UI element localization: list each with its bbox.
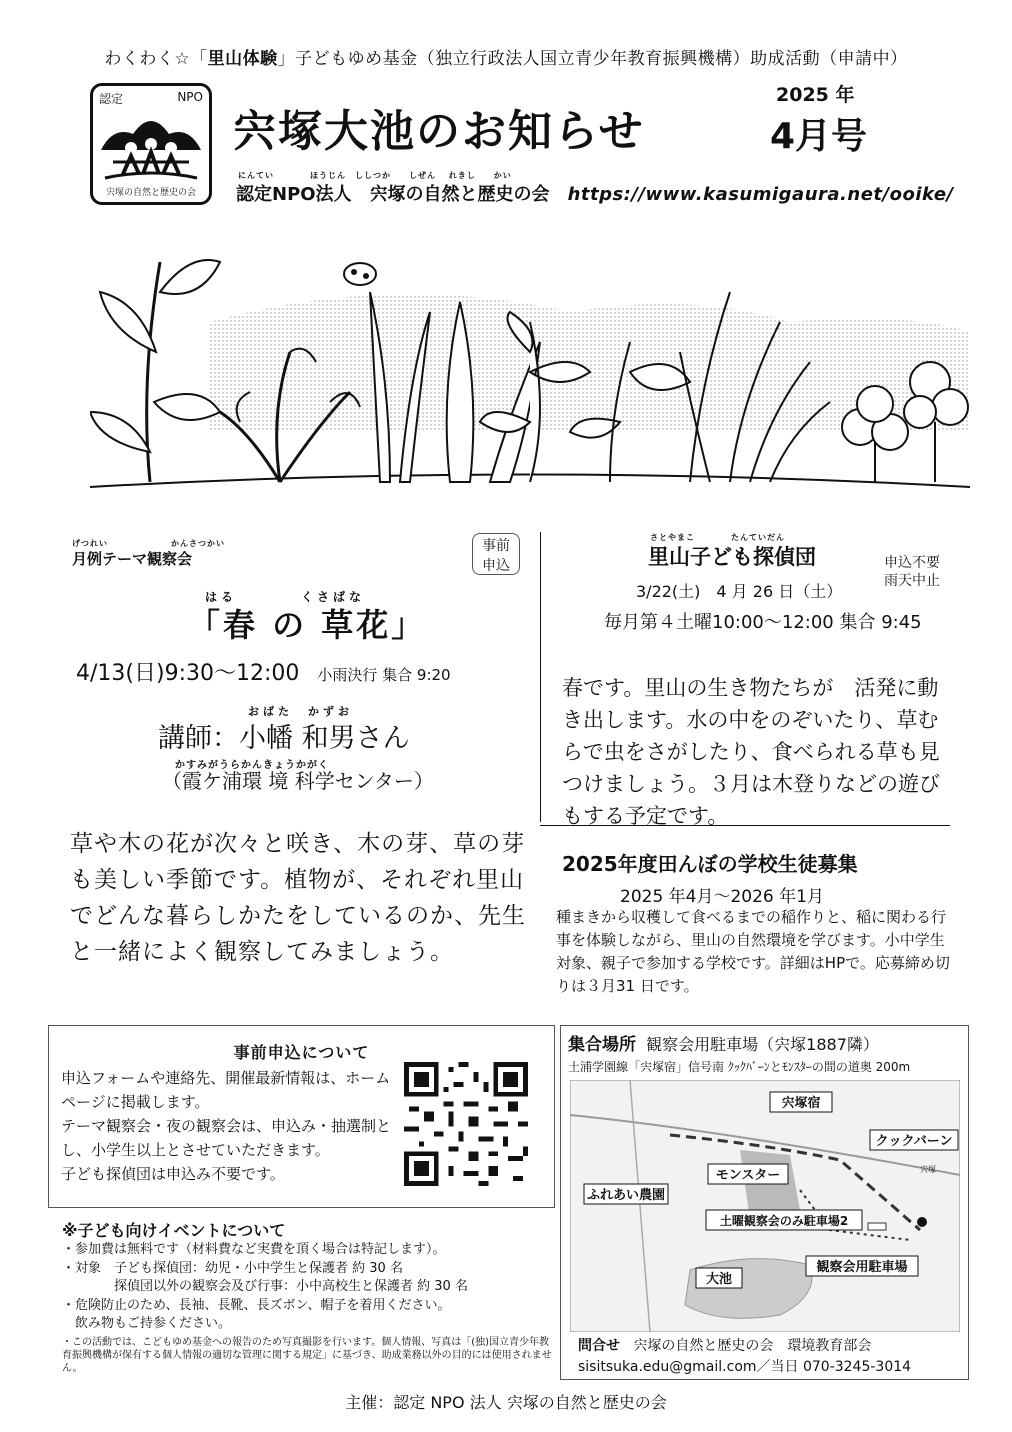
year: 2025 年: [776, 84, 855, 106]
subline-ruby: にんてい ほうじん ししつか しぜん れきし かい: [238, 171, 512, 180]
apply-line-2: テーマ観察会・夜の観察会は、申込み・抽選制とし、小学生以上とさせていただきます。: [61, 1117, 392, 1159]
no-apply: 申込不要: [884, 555, 940, 571]
spring-ruby: はる くさばな: [205, 590, 366, 604]
top-line: [0, 44, 1012, 69]
tantei-dates: 3/22(土) 4 月 26 日（土）: [636, 582, 843, 601]
meeting-place: 観察会用駐車場（宍塚1887隣）: [646, 1035, 879, 1054]
map-label-parking: 観察会用駐車場: [816, 1260, 908, 1275]
rice-body: 種まきから収穫して食べるまでの稲作りと、稲に関わる行事を体験しながら、里山の自然環境を学びます。小中学生対象、親子で参加する学校です。詳細はHPで。応募締め切りは３月31 日です。: [556, 908, 950, 995]
contact-org: 宍塚の自然と歴史の会 環境教育部会: [633, 1338, 872, 1354]
kids-list: [62, 1241, 542, 1334]
meeting-label: 集合場所: [568, 1035, 636, 1055]
theme-title: 「春 の 草花」: [188, 606, 427, 644]
logo-figures-icon: [93, 104, 209, 184]
kids-item-1: ・参加費は無料です（材料費など実費を頂く場合は特記します）。: [62, 1242, 446, 1257]
rice-heading: 2025年度田んぼの学校生徒募集: [562, 852, 858, 876]
kids-item-2: ・対象 子ども探偵団：幼児・小中学生と保護者 約 30 名: [62, 1260, 403, 1276]
org-name: 認定NPO法人 宍塚の自然と歴史の会: [236, 184, 550, 205]
map-label-parking2: 土曜観察会のみ駐車場2: [719, 1214, 849, 1228]
theme-date-text: 4/13(日)9:30〜12:00: [76, 661, 300, 686]
footer-organizer: 主催：認定 NPO 法人 宍塚の自然と歴史の会: [345, 1393, 667, 1412]
theme-date: [76, 656, 451, 687]
lecturer-ruby: おばた かずお: [248, 705, 353, 718]
website-link[interactable]: https://www.kasumigaura.net/ooike/: [567, 184, 954, 205]
rain-cancel: 雨天中止: [884, 573, 940, 589]
theme-heading: 月例テーマ観察会: [72, 550, 193, 568]
tantei-body: 春です。里山の生き物たちが 活発に動き出します。水の中をのぞいたり、草むらで虫をさがしたり、食べられる草も見つけましょう。３月は木登りなどの遊びもする予定です。: [562, 676, 940, 828]
apply-heading: 事前申込について: [233, 1043, 370, 1062]
logo-right-text: NPO: [177, 90, 203, 104]
apply-body: [61, 1066, 401, 1186]
apply-line-1: 申込フォームや連絡先、開催最新情報は、ホームページに掲載します。: [61, 1069, 391, 1111]
meeting-map[interactable]: [570, 1080, 960, 1332]
top-line-prefix: わくわく☆「: [104, 49, 208, 69]
lecturer: 講師：小幡 和男さん: [158, 723, 410, 754]
map-label-shishitsuka: 宍塚宿: [781, 1096, 821, 1111]
apply-line-3: 子ども探偵団は申込み不要です。: [61, 1165, 285, 1183]
kids-item-5: 飲み物もご持参ください。: [62, 1316, 232, 1331]
kids-note: ・この活動では、こどもゆめ基金への報告のため写真撮影を行います。個人情報、写真は「(独)国立青少年教育振興機構が保有する個人情報の適切な管理に関する規定」に基づき、助成業務以外の目的には使用されません。: [62, 1337, 552, 1374]
issue: 4月号: [770, 116, 868, 157]
badge-line-2: 申込: [482, 558, 510, 574]
rice-dates: 2025 年4月〜2026 年1月: [620, 887, 824, 907]
map-label-small: 宍塚: [920, 1165, 936, 1174]
qr-code-icon[interactable]: [404, 1062, 528, 1186]
tantei-heading: 里山子ども探偵団: [648, 545, 816, 569]
map-label-cookbarn: クックバーン: [875, 1134, 953, 1149]
map-label-ooike: 大池: [705, 1272, 733, 1287]
meeting-route: 土浦学園線「宍塚宿」信号南 ｸｯｸﾊﾞｰﾝとﾓﾝｽﾀｰの間の道奥 200m: [568, 1060, 911, 1074]
theme-body: 草や木の花が次々と咲き、木の芽、草の芽も美しい季節です。植物が、それぞれ里山でどんな暮らしかたをしているのか、先生と一緒によく観察してみましょう。: [70, 831, 526, 965]
theme-ruby: げつれい かんさつかい: [72, 539, 225, 548]
badge-line-1: 事前: [482, 538, 510, 554]
pre-registration-badge: [472, 533, 520, 575]
contact: [578, 1336, 911, 1378]
column-divider: [540, 532, 541, 822]
meeting-heading: [568, 1030, 879, 1055]
theme-date-note: 小雨決行 集合 9:20: [317, 666, 451, 684]
kids-item-4: ・危険防止のため、長袖、長靴、長ズボン、帽子を着用ください。: [62, 1297, 451, 1313]
contact-info[interactable]: sisitsuka.edu@gmail.com／当日 070-3245-3014: [578, 1359, 912, 1375]
lecturer-affiliation: （霞ケ浦環 境 科学センター）: [162, 769, 434, 793]
map-label-monster: モンスター: [715, 1168, 781, 1183]
subline: [236, 180, 954, 206]
tantei-ruby: さとやまこ たんていだん: [650, 533, 785, 542]
plants-illustration-icon: [90, 232, 970, 530]
tantei-monthly: 毎月第４土曜10:00〜12:00 集合 9:45: [604, 612, 922, 633]
logo: [90, 83, 212, 205]
logo-left-text: 認定: [99, 92, 124, 106]
top-line-suffix: 」子どもゆめ基金（独立行政法人国立青少年教育振興機構）助成活動（申請中）: [277, 49, 908, 69]
kids-heading: ※子ども向けイベントについて: [62, 1221, 286, 1240]
top-line-bold: 里山体験: [207, 49, 278, 69]
page-title: 宍塚大池のお知らせ: [232, 106, 645, 157]
map-label-farm: ふれあい農園: [586, 1188, 666, 1203]
kids-item-3: 探偵団以外の観察会及び行事：小中高校生と保護者 約 30 名: [62, 1279, 468, 1294]
tantei-notes: [884, 554, 940, 590]
contact-label: 問合せ: [578, 1338, 620, 1354]
center-ruby: かすみがうらかんきょうかがく: [175, 760, 329, 771]
logo-bottom-text: 宍塚の自然と歴史の会: [105, 188, 196, 198]
